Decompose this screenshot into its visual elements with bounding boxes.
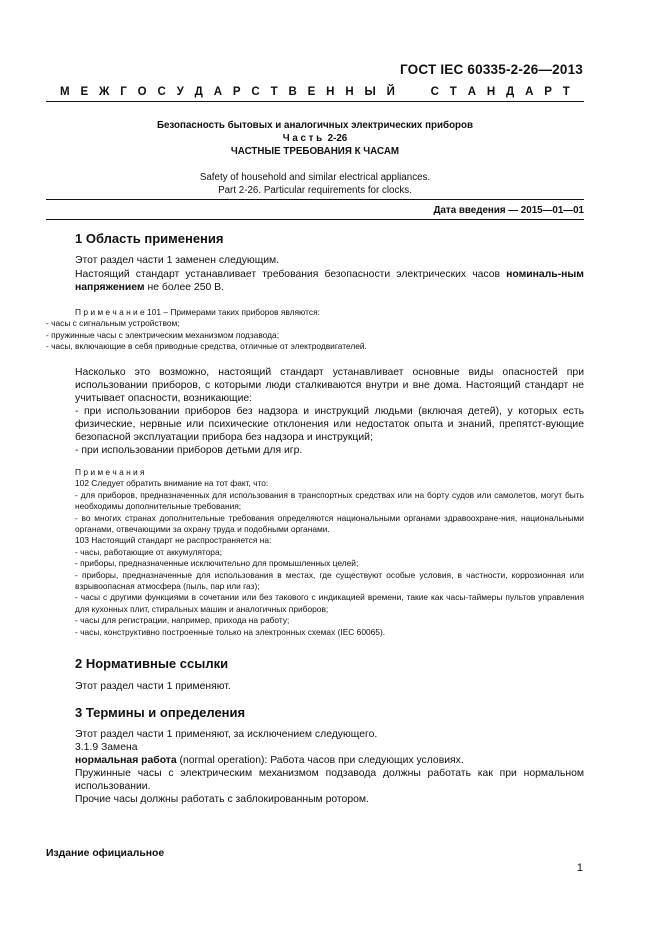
interstate-letter: Г [120, 86, 127, 98]
interstate-letter: Д [194, 86, 203, 98]
interstate-letter: Й [386, 86, 395, 98]
section-2-heading: 2 Нормативные ссылки [75, 656, 229, 671]
section-1-heading: 1 Область применения [75, 231, 224, 246]
interstate-letter: Т [449, 86, 457, 98]
title-line-1: Безопасность бытовых и аналогичных электрических приборов [156, 120, 474, 131]
section-1-paragraph-2: Настоящий стандарт устанавливает требования безопасности электрических часов номиналь-ным напряжением не более 250 В. [75, 269, 584, 293]
list-item: - часы с сигнальным устройством; [46, 318, 180, 329]
list-item: - пружинные часы с электрическим механизмом подзавода; [46, 329, 280, 340]
section-1-paragraph-3: Насколько это возможно, настоящий стандарт устанавливает основные виды опасностей при использовании приборов, с которыми люди сталкиваются внутри и вне дома. Настоящий стандарт не учитывает опасности, возникающие: [75, 367, 584, 404]
interstate-letter: Е [80, 86, 89, 98]
interstate-standard-banner [46, 86, 584, 102]
section-1-exclusions [46, 405, 584, 457]
interstate-letter: Р [544, 86, 552, 98]
list-item: - часы для регистрации, например, прихода на работу; [75, 615, 290, 626]
interstate-letter: А [525, 86, 534, 98]
notes-102-103: П р и м е ч а н и я 102 Следует обратить внимание на тот факт, что: - для приборов, предназначенных для использования в транспортных средствах или на борту судов или самолетов, могут быть необходимы дополнительные требования; - во многих странах дополнительные требования определяются национальными органами здравоохране-ния, национальными органами, отвечающими за охрану труда и подобными органами. 103 Настоящий стандарт не распространяется на: - часы, работающие от аккумулятора; - приборы, предназначенные исключительно для промышленных целей; - приборы, предназначенные для использования в местах, где существуют особые условия, в частности, коррозионная или взрывоопасная атмосфера (пыль, пар или газ); - часы с другими функциями в сочетании или без такового с индикацией времени, такие как часы-таймеры пультов управления для кухонных плит, стиральных машин и аналогичных приборов; - часы для регистрации, например, прихода на работу; - часы, конструктивно построенные только на электронных схемах (IEC 60065). [46, 467, 584, 638]
note-101: П р и м е ч а н и е 101 – Примерами таких приборов являются: - часы с сигнальным устройством; - пружинные часы с электрическим механизмом подзавода; - часы, включающие в себя приводные средства, отличные от электродвигателей. [46, 307, 584, 353]
interstate-letter: С [251, 86, 260, 98]
list-item: - для приборов, предназначенных для использования в транспортных средствах или на борту судов или самолетов, могут быть необходимы дополнительные требования; [75, 489, 584, 512]
list-item: - часы, включающие в себя приводные средства, отличные от электродвигателей. [46, 341, 367, 352]
section-3-heading: 3 Термины и определения [75, 705, 246, 720]
title-line-3: ЧАСТНЫЕ ТРЕБОВАНИЯ К ЧАСАМ [230, 146, 400, 157]
section-3-body: Этот раздел части 1 применяют, за исключением следующего. 3.1.9 Замена нормальная работа (normal operation): Работа часов при следующих условиях. Пружинные часы с электрическим механизмом подзавода должны работать как при нормальном использовании. Прочие часы должны работать с заблокированным ротором. [46, 728, 584, 806]
header-rule [46, 101, 584, 102]
interstate-letter: У [176, 86, 184, 98]
title-english-2: Part 2-26. Particular requirements for clocks. [218, 185, 412, 196]
section-2-paragraph-1: Этот раздел части 1 применяют. [75, 681, 231, 692]
notes-label: П р и м е ч а н и я [75, 467, 145, 477]
document-title [46, 119, 584, 197]
interstate-letter: Н [345, 86, 354, 98]
interstate-letter: С [157, 86, 166, 98]
interstate-letter: М [60, 86, 70, 98]
intro-rule-top [46, 199, 584, 200]
clause-number: 3.1.9 Замена [75, 742, 138, 753]
official-edition-label: Издание официальное [46, 848, 165, 859]
interstate-letter: Н [486, 86, 496, 98]
page-number: 1 [576, 862, 583, 874]
interstate-letter: Д [506, 86, 515, 98]
interstate-letter: Н [326, 86, 335, 98]
section-1-paragraph-1: Этот раздел части 1 заменен следующим. [75, 255, 280, 266]
interstate-letter: С [430, 86, 439, 98]
interstate-letter: Ж [98, 86, 110, 98]
list-item: - при использовании приборов детьми для игр. [75, 445, 303, 456]
standard-number: ГОСТ IEC 60335-2-26—2013 [399, 62, 583, 77]
interstate-letter: Т [562, 86, 570, 98]
intro-rule-bottom [46, 219, 584, 220]
list-item: - часы с другими функциями в сочетании или без такового с индикацией времени, такие как часы-таймеры пультов управления для кухонных плит, стиральных машин и аналогичных приборов; [75, 592, 584, 614]
introduction-date: Дата введения — 2015—01—01 [433, 205, 584, 216]
term-normal-operation: нормальная работа [75, 755, 177, 766]
interstate-letter: Ы [364, 86, 376, 98]
interstate-letter: О [137, 86, 147, 98]
interstate-letter: А [213, 86, 223, 98]
list-item: - при использовании приборов без надзора и инструкций людьми (включая детей), у которых есть физические, нервные или психические отклонения или недостаток опыта и знаний, препятст-вующие безопасной эксплуатации прибора без надзора и инструкций; [75, 406, 584, 443]
note-label: П р и м е ч а н и е [75, 307, 145, 317]
interstate-letter: Т [270, 86, 278, 98]
interstate-letter: В [288, 86, 297, 98]
list-item: - во многих странах дополнительные требования определяются национальными органами здравоохране-ния, национальными органами, отвечающими за охрану труда и подобными органами. [75, 512, 584, 535]
title-part: Ч а с т ь 2-26 [282, 133, 348, 144]
list-item: - часы, конструктивно построенные только на электронных схемах (IEC 60065). [75, 626, 386, 637]
interstate-letter: Е [307, 86, 316, 98]
word-gap [406, 86, 420, 98]
interstate-letter: А [467, 86, 476, 98]
title-english-1: Safety of household and similar electrical appliances. [199, 172, 431, 183]
list-item: - приборы, предназначенные исключительно для промышленных целей; [75, 558, 359, 569]
term-rated-voltage: номиналь-ным напряжением [75, 269, 584, 293]
interstate-standard-label [46, 86, 584, 98]
list-item: - часы, работающие от аккумулятора; [75, 546, 222, 557]
list-item: - приборы, предназначенные для использования в местах, где существуют особые условия, в частности, коррозионная или взрывоопасная атмосфера (пыль, пар или газ); [75, 569, 584, 592]
interstate-letter: Р [232, 86, 241, 98]
